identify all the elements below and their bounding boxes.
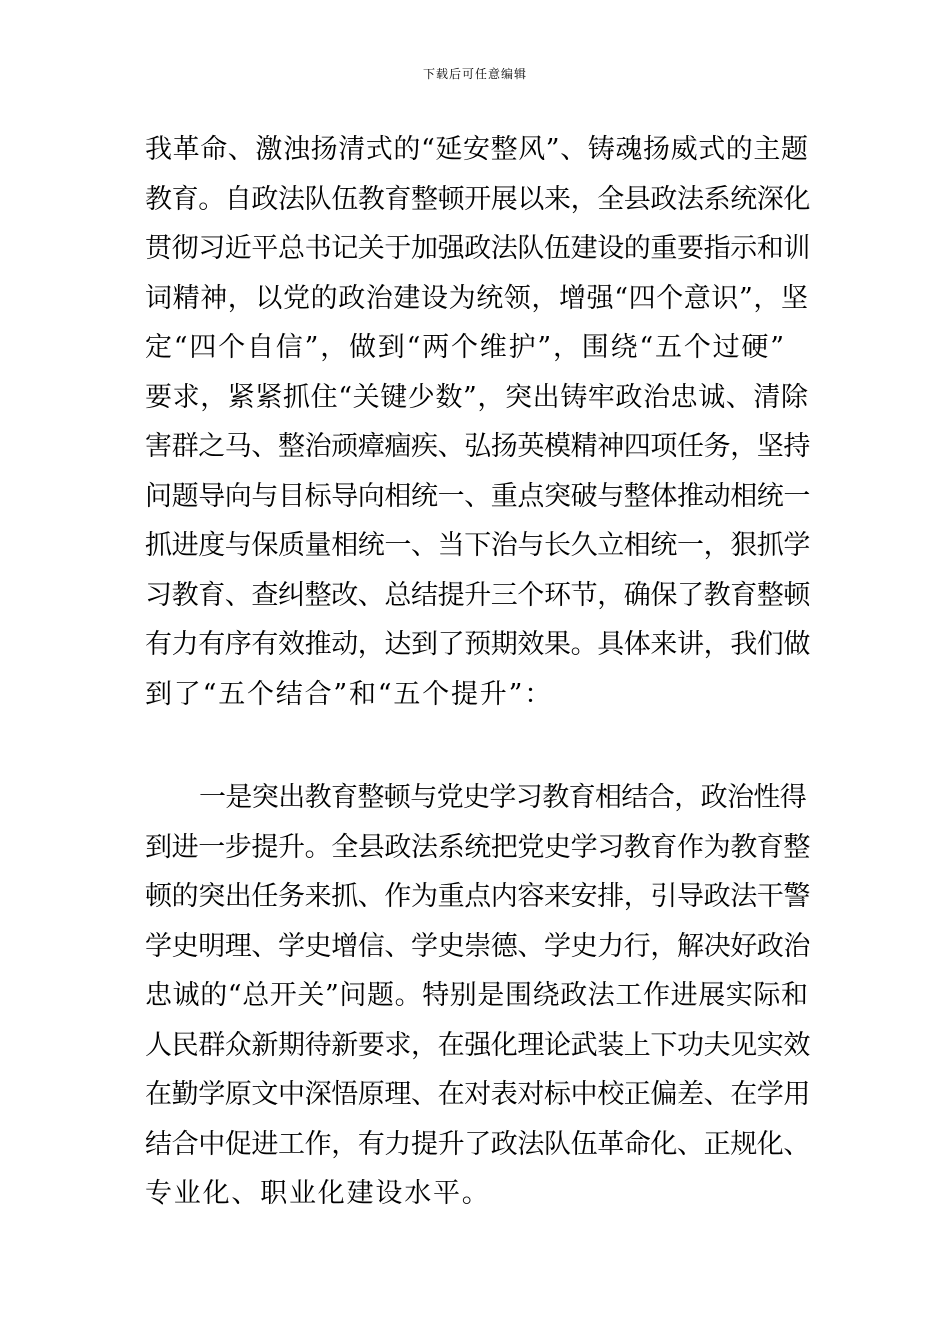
- paragraph-line: 结合中促进工作，有力提升了政法队伍革命化、正规化、: [145, 1128, 810, 1160]
- paragraph-line: 定“四个自信”，做到“两个维护”，围绕“五个过硬”: [145, 332, 786, 363]
- paragraph-line: 到进一步提升。全县政法系统把党史学习教育作为教育整: [145, 831, 810, 863]
- header-note: 下载后可任意编辑: [422, 67, 527, 81]
- paragraph-line: 忠诚的“总开关”问题。特别是围绕政法工作进展实际和: [145, 980, 809, 1011]
- paragraph-line: 教育。自政法队伍教育整顿开展以来，全县政法系统深化: [145, 183, 810, 215]
- paragraph-line: 抓进度与保质量相统一、当下治与长久立相统一，狠抓学: [145, 530, 810, 561]
- paragraph-line: 顿的突出任务来抓、作为重点内容来安排，引导政法干警: [145, 881, 810, 912]
- paragraph-2: [145, 773, 810, 1219]
- paragraph-line: 害群之马、整治顽瘴痼疾、弘扬英模精神四项任务，坚持: [145, 431, 810, 462]
- paragraph-line: 有力有序有效推动，达到了预期效果。具体来讲，我们做: [145, 629, 810, 660]
- paragraph-line: 词精神，以党的政治建设为统领，增强“四个意识”，坚: [145, 282, 809, 314]
- paragraph-line: 人民群众新期待新要求，在强化理论武装上下功夫见实效: [145, 1029, 810, 1061]
- paragraph-line: 贯彻习近平总书记关于加强政法队伍建设的重要指示和训: [145, 233, 810, 264]
- paragraph-line: 要求，紧紧抓住“关键少数”，突出铸牢政治忠诚、清除: [145, 381, 809, 413]
- paragraph-line: 学史明理、学史增信、学史崇德、学史力行，解决好政治: [145, 930, 810, 962]
- paragraph-line: 习教育、查纠整改、总结提升三个环节，确保了教育整顿: [145, 579, 810, 611]
- paragraph-1: [145, 125, 810, 719]
- paragraph-line: 专业化、职业化建设水平。: [145, 1178, 491, 1209]
- paragraph-line: 在勤学原文中深悟原理、在对表对标中校正偏差、在学用: [145, 1079, 810, 1110]
- paragraph-line: 问题导向与目标导向相统一、重点突破与整体推动相统一: [145, 480, 810, 512]
- paragraph-line: 到了“五个结合”和“五个提升”：: [145, 678, 554, 710]
- paragraph-line: 一是突出教育整顿与党史学习教育相结合，政治性得: [199, 782, 807, 813]
- paragraph-line: 我革命、激浊扬清式的“延安整风”、铸魂扬威式的主题: [145, 134, 809, 165]
